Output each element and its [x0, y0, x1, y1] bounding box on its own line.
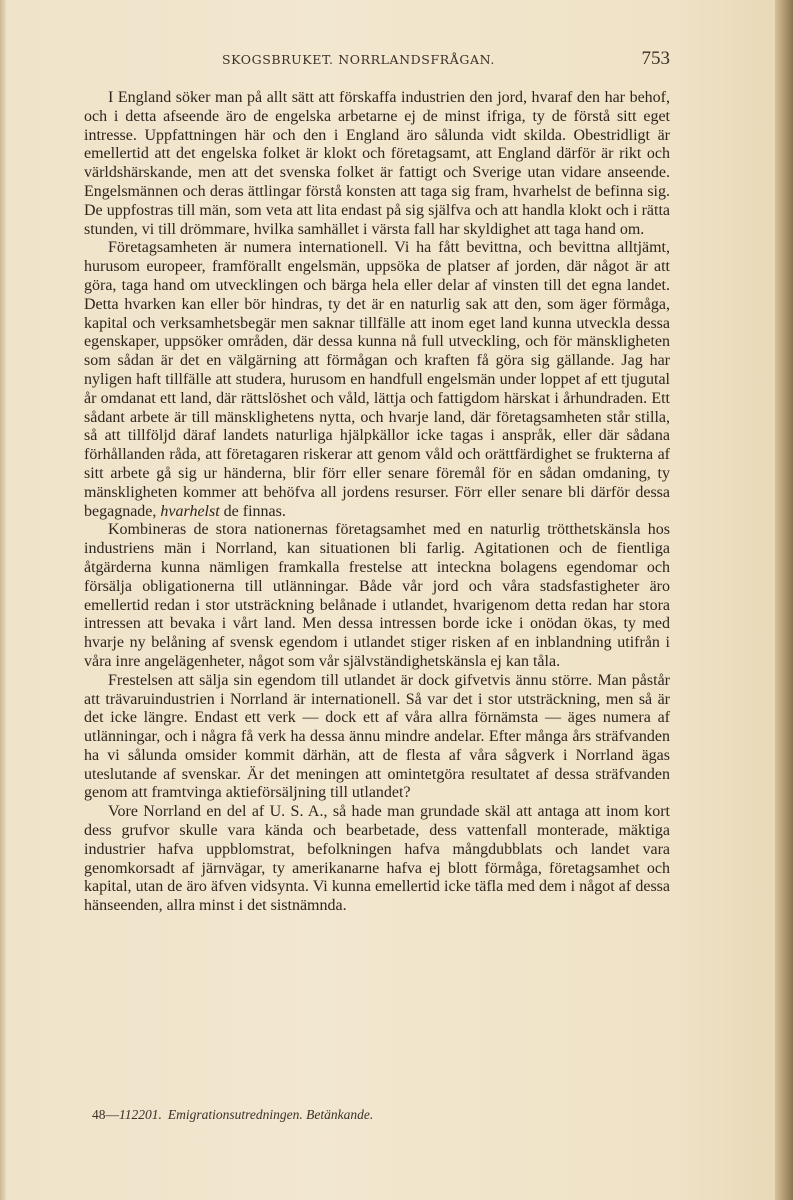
paragraph-2 [84, 239, 670, 521]
footer-signature: 48— [92, 1107, 119, 1122]
page-number: 753 [641, 48, 670, 69]
paragraph-2-italic: hvarhelst [160, 502, 220, 520]
paragraph-2-main: Företagsamheten är numera internationell. Vi ha fått bevittna, och bevittna alltjämt, hurusom europeer, framförallt engelsmän, uppsöka de platser af jorden, där något är att göra, taga hand om utvecklingen och bärga hela eller delar af vinsten till det egna landet. Detta hvarken kan eller bör hindras, ty det är en naturlig sak att den, som äger förmåga, kapital och verksamhetsbegär men saknar tillfälle att inom eget land kunna utveckla dessa egenskaper, uppsöker områden, där dessa kunna nå full utveckling, och för mänskligheten som sådan är det en välgärning att förmågan och kraften få göra sig gällande. Jag har nyligen haft tillfälle att studera, hurusom en handfull engelsmän under loppet af ett tjugutal år omdanat ett land, där rättslöshet och våld, lättja och fattigdom härskat i århundraden. Ett sådant arbete är till mänsklighetens nytta, och hvarje land, där företagsamheten står stilla, så att tillföljd däraf landets naturliga hjälpkällor icke tagas i anspråk, eller där sådana förhållanden råda, att företagaren riskerar att genom våld och orättfärdighet se frukterna af sitt arbete gå sig ur händerna, blir förr eller senare föremål för en sådan omdaning, ty mänskligheten kommer att behöfva all jordens resurser. Förr eller senare bli därför dessa begagnade, [84, 239, 670, 520]
running-title: SKOGSBRUKET. NORRLANDSFRÅGAN. [222, 52, 495, 67]
page-spine-edge [775, 0, 793, 1200]
paragraph-3: Kombineras de stora nationernas företagsamhet med en naturlig trötthetskänsla hos industriens män i Norrland, kan situationen bli farlig. Agitationen och de fientliga åtgärderna kunna nämligen framkalla frestelse att inteckna bolagens egendomar och försälja obligationerna till utlänningar. Både vår jord och våra stadsfastigheter äro emellertid redan i stor utsträckning belånade i utlandet, hvarigenom detta redan har stora intressen att bevaka i vårt land. Men dessa intressen borde icke i onödan ökas, ty med hvarje ny belåning af svensk egendom i utlandet stiger risken af en inblandning utifrån i våra inre angelägenheter, något som vår självständighetskänsla ej kan tåla. [84, 521, 670, 670]
paragraph-2-end: de finnas. [223, 502, 286, 520]
paragraph-1: I England söker man på allt sätt att förskaffa industrien den jord, hvaraf den har behof, och i detta afseende äro de engelska arbetarne ej de minst ifriga, ty de förstå sitt eget intresse. Uppfattningen här och den i England äro sålunda vidt skilda. Obestridligt är emellertid att det engelska folket är klokt och företagsamt, att England därför är rikt och världshärskande, men att det svenska folket är fattigt och Sverige utan vidare anseende. Engelsmännen och deras ättlingar förstå konsten att taga sig fram, hvarhelst de befinna sig. De uppfostras till män, som veta att lita endast på sig själfva och att handla klokt och i rätta stunden, vi till drömmare, hvilka samhället i värsta fall har skyldighet att taga hand om. [84, 89, 670, 238]
footer-number: 112201. [119, 1107, 162, 1122]
footer-title: Emigrationsutredningen. Betänkande. [167, 1107, 374, 1122]
paragraph-5: Vore Norrland en del af U. S. A., så hade man grundade skäl att antaga att inom kort dess grufvor skulle vara kända och bearbetade, dess vattenfall monterade, mäktiga industrier hafva uppblomstrat, befolkningen hafva mångdubblats och landet vara genomkorsadt af järnvägar, ty amerikanarne hafva ej blott förmåga, företagsamhet och kapital, utan de äro äfven vidsynta. Vi kunna emellertid icke täfla med dem i något af dessa hänseenden, allra minst i det sistnämnda. [84, 803, 670, 915]
paragraph-4: Frestelsen att sälja sin egendom till utlandet är dock gifvetvis ännu större. Man påstår att trävaruindustrien i Norrland är internationell. Så var det i stor utsträckning, men så är det icke längre. Endast ett verk — dock ett af våra allra förnämsta — äges numera af utlänningar, och i några få verk ha dessa ännu mindre andelar. Efter många års sträfvanden ha vi sålunda omsider kommit därhän, att de flesta af våra sågverk i Norrland ägas uteslutande af svenskar. Är det meningen att omintetgöra resultatet af dessa sträfvanden genom att framtvinga aktieförsäljning till utlandet? [84, 671, 670, 802]
footer [92, 1107, 373, 1123]
running-head [84, 48, 670, 72]
page-left-edge [0, 0, 6, 1200]
body-text [84, 89, 670, 916]
